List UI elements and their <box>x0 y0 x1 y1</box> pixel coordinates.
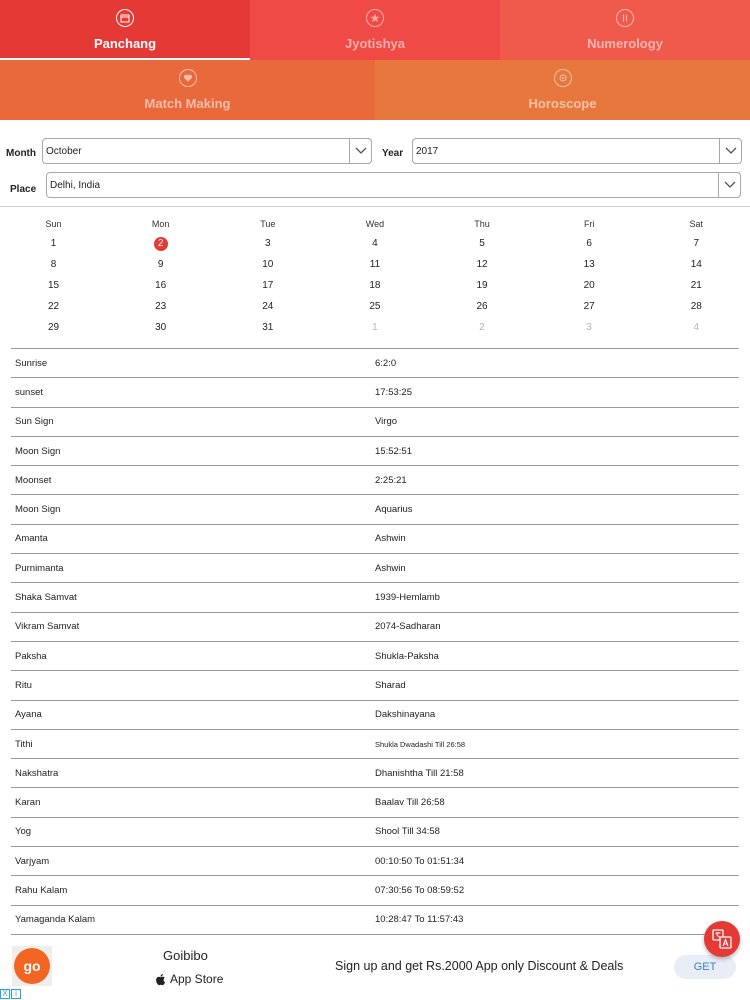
detail-label: Shaka Samvat <box>15 592 77 604</box>
year-select[interactable] <box>412 138 742 164</box>
ad-store-badge <box>155 972 223 986</box>
nav-row-primary <box>0 0 750 60</box>
detail-value: 6:2:0 <box>375 357 397 369</box>
detail-label: Tithi <box>15 738 33 750</box>
zodiac-icon <box>554 69 572 87</box>
detail-label: sunset <box>15 386 43 398</box>
month-select[interactable] <box>42 138 372 164</box>
detail-label: Sun Sign <box>15 416 54 428</box>
tab-match-making[interactable] <box>0 60 375 120</box>
weekday-label: Fri <box>583 219 595 229</box>
calendar-week <box>0 296 750 317</box>
calendar-day[interactable]: 23 <box>155 301 167 312</box>
table-row <box>11 495 739 524</box>
calendar-day[interactable]: 29 <box>48 322 60 333</box>
tab-label: Horoscope <box>528 96 597 111</box>
calendar-day[interactable]: 6 <box>586 238 592 249</box>
calendar-day[interactable]: 3 <box>265 238 271 249</box>
calendar-day[interactable]: 17 <box>262 280 274 291</box>
calendar-day[interactable]: 30 <box>155 322 167 333</box>
calendar-icon <box>116 9 134 27</box>
detail-label: Amanta <box>15 533 48 545</box>
chevron-down-icon[interactable] <box>349 139 371 163</box>
weekday-label: Thu <box>474 219 490 229</box>
panchang-details-table <box>11 348 739 935</box>
calendar-day[interactable]: 14 <box>690 259 702 270</box>
detail-value: Dakshinayana <box>375 709 436 721</box>
table-row <box>11 583 739 612</box>
table-row <box>11 613 739 642</box>
detail-label: Purnimanta <box>15 562 64 574</box>
detail-label: Yamaganda Kalam <box>15 914 96 926</box>
chevron-down-icon[interactable] <box>718 173 740 197</box>
translate-fab-button[interactable] <box>704 921 740 957</box>
calendar-day[interactable]: 25 <box>369 301 381 312</box>
tab-label: Numerology <box>587 36 663 51</box>
ad-store-label: App Store <box>170 972 224 986</box>
detail-label: Moonset <box>15 474 52 486</box>
table-row <box>11 525 739 554</box>
calendar-week <box>0 317 750 338</box>
table-row <box>11 759 739 788</box>
detail-value: 10:28:47 To 11:57:43 <box>375 914 464 926</box>
detail-value: Shukla Dwadashi Till 26:58 <box>375 739 466 749</box>
detail-value: Aquarius <box>375 504 413 516</box>
calendar-day[interactable]: 31 <box>262 322 274 333</box>
detail-value: 15:52:51 <box>375 445 412 457</box>
ad-get-button[interactable]: GET <box>674 955 736 979</box>
table-row <box>11 349 739 378</box>
detail-label: Vikram Samvat <box>15 621 80 633</box>
detail-value: 07:30:56 To 08:59:52 <box>375 884 465 896</box>
calendar-week <box>0 233 750 254</box>
calendar-weekday-row <box>0 215 750 233</box>
calendar-day[interactable]: 24 <box>262 301 274 312</box>
close-icon[interactable]: X <box>0 989 10 999</box>
year-select-value: 2017 <box>416 145 439 157</box>
calendar-week <box>0 275 750 296</box>
ad-logo-container[interactable] <box>12 946 52 986</box>
calendar-day[interactable]: 26 <box>476 301 488 312</box>
calendar-day[interactable]: 13 <box>583 259 595 270</box>
calendar-day[interactable]: 21 <box>690 280 702 291</box>
tab-label: Match Making <box>144 96 231 111</box>
detail-value: 1939-Hemlamb <box>375 592 440 604</box>
table-row <box>11 671 739 700</box>
detail-label: Yog <box>15 826 32 838</box>
table-row <box>11 847 739 876</box>
heart-icon <box>179 69 197 87</box>
ad-choices[interactable] <box>0 988 21 1000</box>
calendar-day[interactable]: 10 <box>262 259 274 270</box>
tab-jyotishya[interactable] <box>250 0 500 60</box>
table-row <box>11 906 739 935</box>
table-row <box>11 378 739 407</box>
detail-value: 2:25:21 <box>375 474 407 486</box>
calendar-day-next-month[interactable]: 2 <box>479 322 485 333</box>
tab-panchang[interactable] <box>0 0 250 60</box>
calendar-day[interactable]: 16 <box>155 280 167 291</box>
calendar-day[interactable]: 11 <box>369 259 381 270</box>
detail-value: Shukla-Paksha <box>375 650 439 662</box>
nav-row-secondary <box>0 60 750 120</box>
detail-value: Sharad <box>375 679 406 691</box>
weekday-label: Wed <box>365 219 385 229</box>
detail-label: Karan <box>15 797 41 809</box>
calendar-day[interactable]: 4 <box>372 238 378 249</box>
place-select-value: Delhi, India <box>50 179 101 191</box>
detail-value: Ashwin <box>375 533 406 545</box>
table-row <box>11 408 739 437</box>
detail-label: Varjyam <box>15 855 50 867</box>
detail-label: Nakshatra <box>15 767 59 779</box>
calendar-day[interactable]: 28 <box>690 301 702 312</box>
place-label: Place <box>10 183 37 195</box>
calendar-day[interactable]: 15 <box>48 280 60 291</box>
detail-label: Ayana <box>15 709 42 721</box>
weekday-label: Tue <box>260 219 276 229</box>
apple-icon <box>155 973 167 986</box>
detail-value: Ashwin <box>375 562 406 574</box>
place-select[interactable] <box>46 172 741 198</box>
month-label: Month <box>6 148 36 159</box>
detail-value: Virgo <box>375 416 398 428</box>
month-select-value: October <box>46 145 82 157</box>
calendar-day[interactable]: 5 <box>479 238 485 249</box>
detail-value: 17:53:25 <box>375 386 412 398</box>
calendar-day[interactable]: 7 <box>693 238 700 249</box>
calendar-day[interactable]: 27 <box>583 301 595 312</box>
detail-label: Sunrise <box>15 357 48 369</box>
table-row <box>11 437 739 466</box>
detail-label: Paksha <box>15 650 47 662</box>
table-row <box>11 642 739 671</box>
calendar-day-next-month[interactable]: 3 <box>586 322 592 333</box>
table-row <box>11 818 739 847</box>
ad-app-name: Goibibo <box>163 948 208 963</box>
calendar <box>0 207 750 338</box>
ad-app-logo: go <box>14 948 50 984</box>
weekday-label: Mon <box>151 219 170 229</box>
star-icon <box>366 9 384 27</box>
calendar-day[interactable]: 9 <box>157 259 164 270</box>
ad-headline: Sign up and get Rs.2000 App only Discount & Deals <box>335 959 624 973</box>
info-icon[interactable]: i <box>11 989 21 999</box>
detail-value: Baalav Till 26:58 <box>375 797 445 809</box>
tab-numerology[interactable] <box>500 0 750 60</box>
year-label: Year <box>382 148 404 159</box>
table-row <box>11 554 739 583</box>
detail-value: 2074-Sadharan <box>375 621 441 633</box>
calendar-day[interactable]: 20 <box>583 280 595 291</box>
calendar-day[interactable]: 18 <box>369 280 381 291</box>
calendar-day[interactable]: 8 <box>50 259 57 270</box>
detail-label: Moon Sign <box>15 445 61 457</box>
table-row <box>11 730 739 759</box>
table-row <box>11 788 739 817</box>
table-row <box>11 701 739 730</box>
detail-label: Moon Sign <box>15 504 61 516</box>
calendar-day-next-month[interactable]: 1 <box>372 322 378 333</box>
calendar-day[interactable]: 12 <box>476 259 488 270</box>
calendar-day-selected[interactable] <box>107 237 214 251</box>
weekday-label: Sun <box>45 219 62 229</box>
table-row <box>11 466 739 495</box>
numbers-icon <box>616 9 634 27</box>
filters-panel <box>0 120 750 198</box>
detail-label: Ritu <box>15 679 32 691</box>
calendar-day[interactable]: 19 <box>476 280 488 291</box>
translate-icon <box>711 928 733 950</box>
weekday-label: Sat <box>689 219 704 229</box>
calendar-week <box>0 254 750 275</box>
ad-banner[interactable] <box>0 940 750 1000</box>
tab-label: Panchang <box>93 36 157 51</box>
tab-horoscope[interactable] <box>375 60 750 120</box>
selected-day-marker: 2 <box>154 237 168 251</box>
table-row <box>11 876 739 905</box>
tab-label: Jyotishya <box>345 36 405 51</box>
calendar-day[interactable]: 22 <box>48 301 60 312</box>
detail-value: Dhanishtha Till 21:58 <box>375 767 464 779</box>
detail-value: Shool Till 34:58 <box>375 826 440 838</box>
detail-value: 00:10:50 To 01:51:34 <box>375 855 465 867</box>
calendar-day-next-month[interactable]: 4 <box>693 322 700 333</box>
chevron-down-icon[interactable] <box>719 139 741 163</box>
detail-label: Rahu Kalam <box>15 884 68 896</box>
calendar-day[interactable]: 1 <box>50 238 57 249</box>
